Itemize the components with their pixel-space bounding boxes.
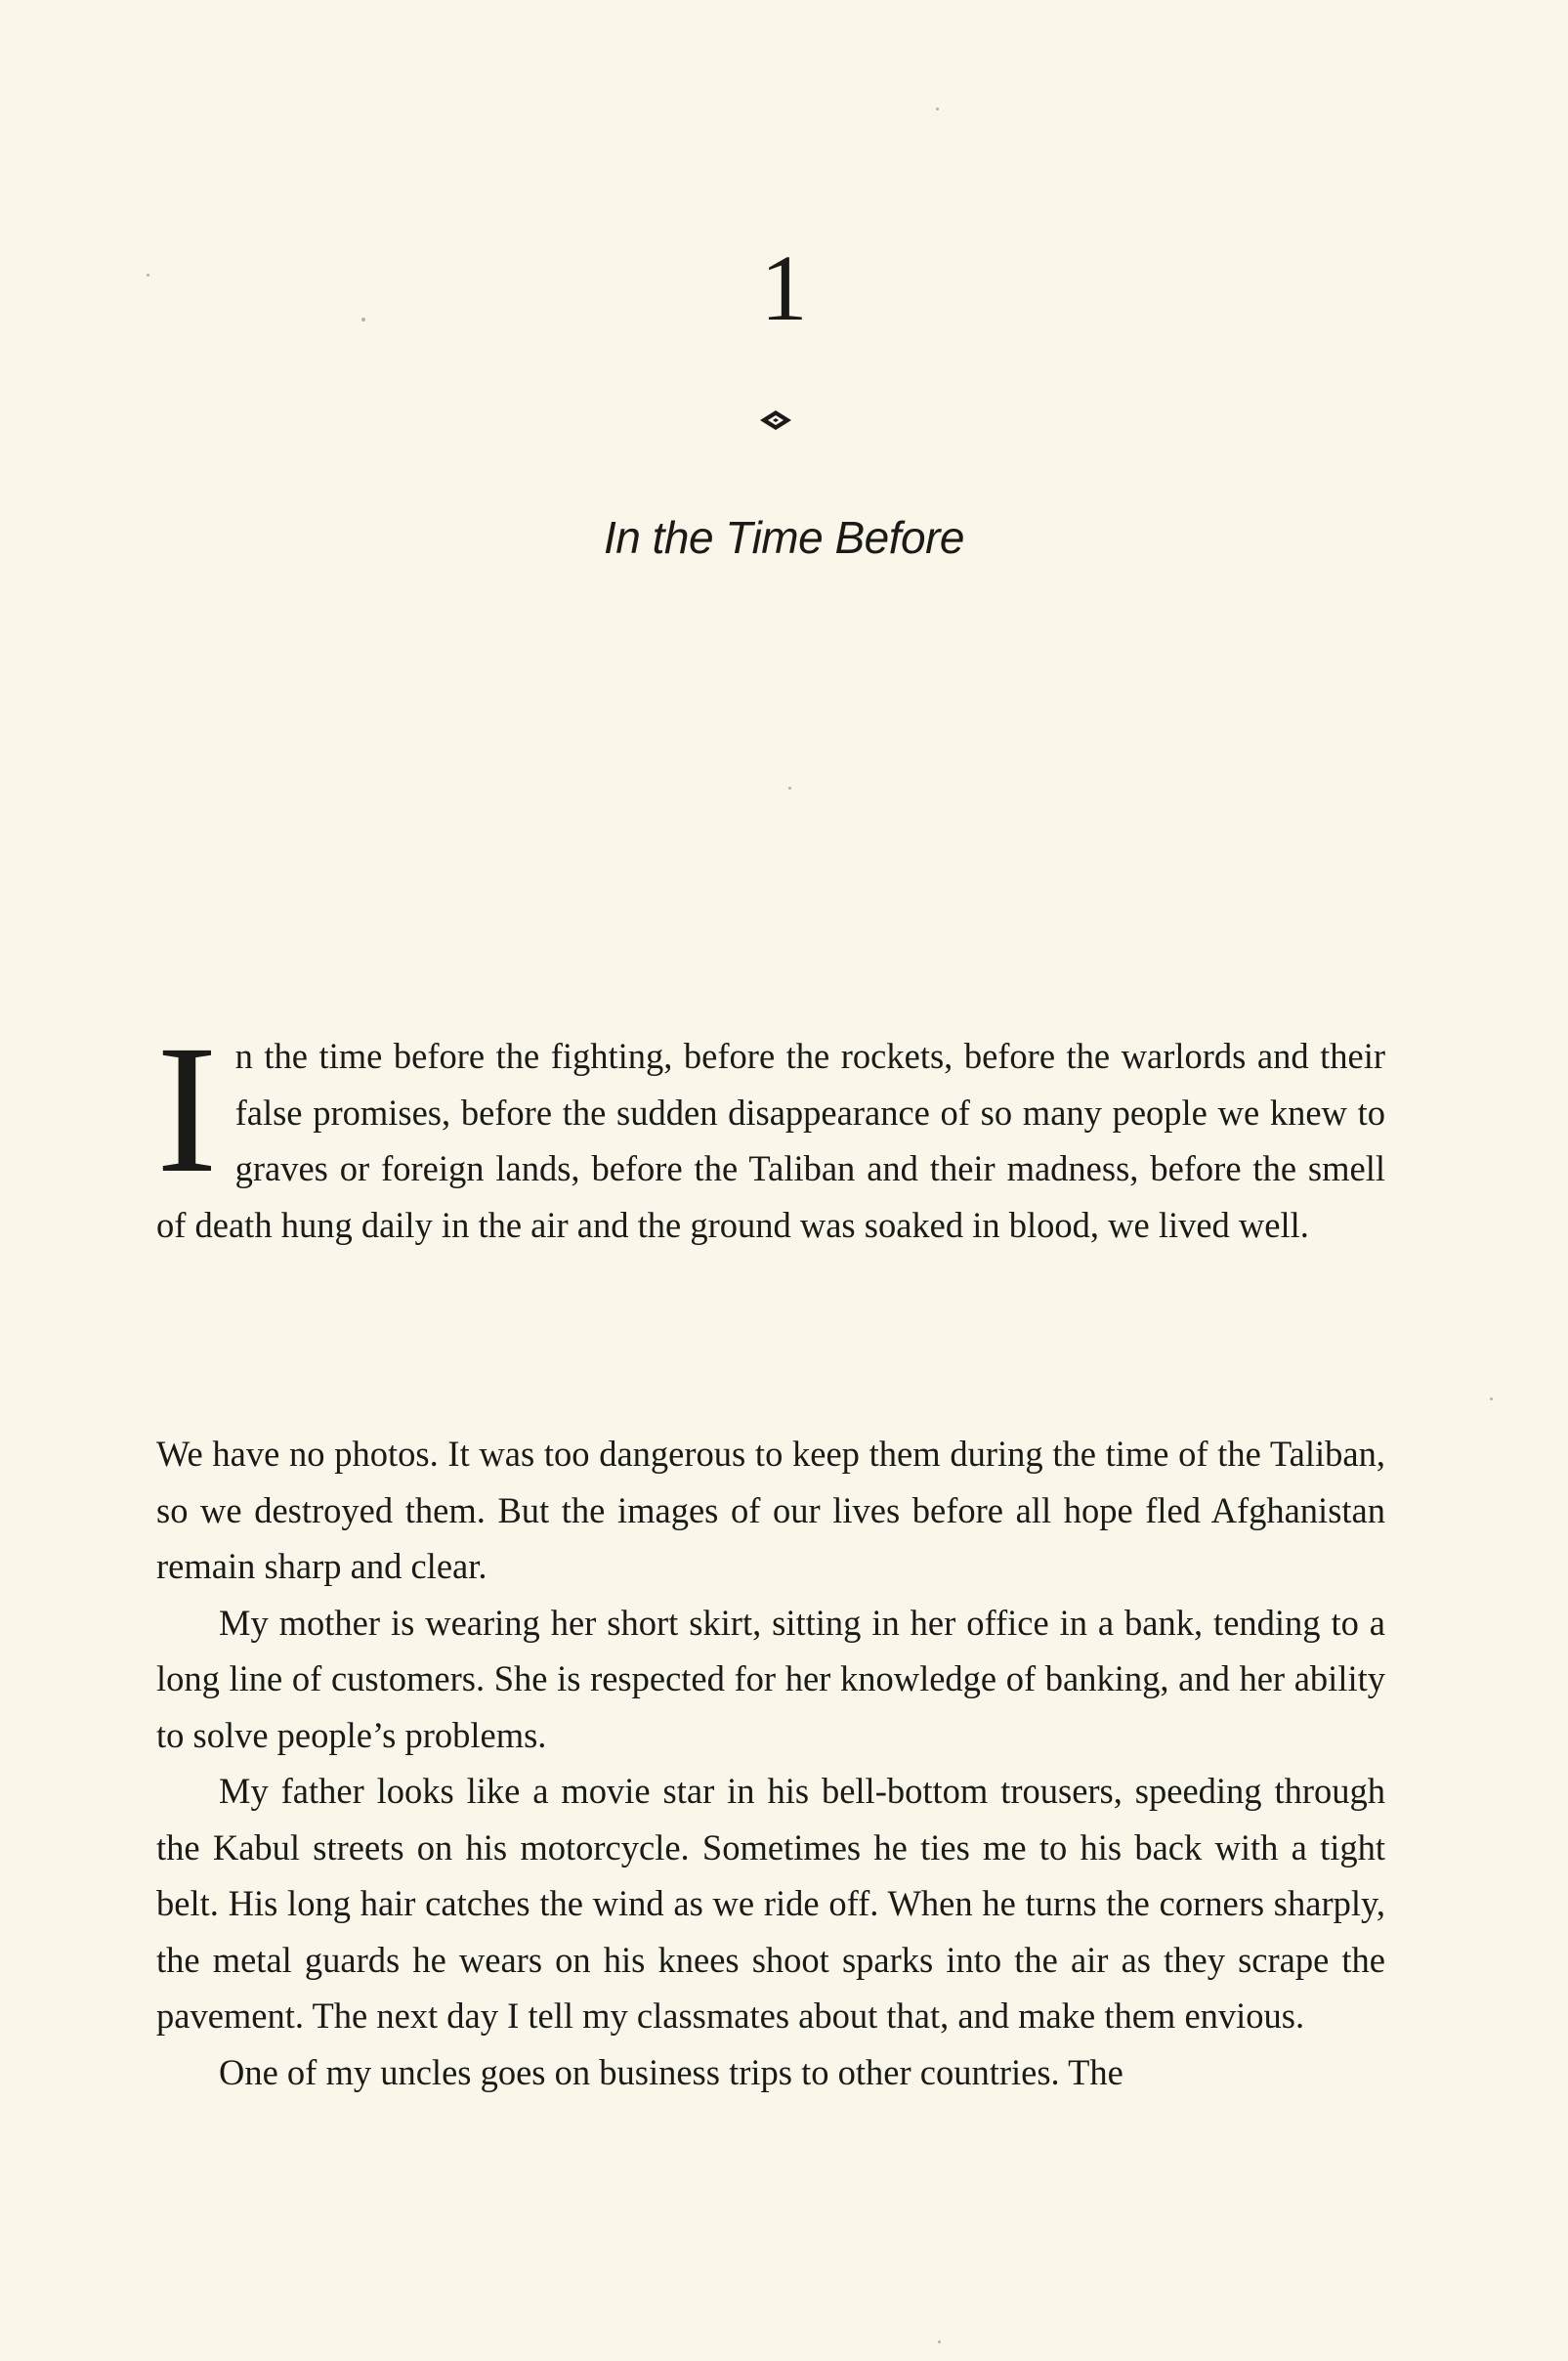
paper-speck (936, 107, 939, 110)
opening-paragraph (156, 1007, 1385, 1253)
drop-cap: I (156, 1007, 218, 1211)
paper-speck (361, 318, 365, 322)
opening-text: n the time before the fighting, before the rockets, before the warlords and their false promises, before the sudden disappearance of so many people we knew to graves or foreign lands, before the Taliban and their madness, before the smell of death hung daily in the air and the ground was soaked in blood, we lived well. (156, 1036, 1385, 1245)
paragraph: One of my uncles goes on business trips to other countries. The (219, 2051, 1123, 2092)
body-section (156, 1426, 1385, 2100)
diamond-ornament-icon (756, 408, 795, 432)
paper-speck (938, 2340, 941, 2343)
paper-speck (1490, 1397, 1493, 1400)
paragraph: My mother is wearing her short skirt, sitting in her office in a bank, tending to a long line of customers. She is respected for her knowledge of banking, and her ability to solve people’s problems. (156, 1602, 1385, 1755)
paragraph: We have no photos. It was too dangerous to keep them during the time of the Taliban, so we destroyed them. But the images of our lives before all hope fled Afghanistan remain sharp and clear. (156, 1434, 1385, 1586)
chapter-title: In the Time Before (604, 512, 964, 563)
paper-speck (788, 787, 791, 790)
paper-speck (147, 274, 149, 277)
paragraph: My father looks like a movie star in his bell-bottom trousers, speeding through the Kabul streets on his motorcycle. Sometimes he ties me to his back with a tight belt. His long hair catches the wind as we ride off. When he turns the corners sharply, the metal guards he wears on his knees shoot sparks into the air as they scrape the pavement. The next day I tell my classmates about that, and make them envious. (156, 1771, 1385, 2036)
chapter-number: 1 (760, 236, 808, 340)
